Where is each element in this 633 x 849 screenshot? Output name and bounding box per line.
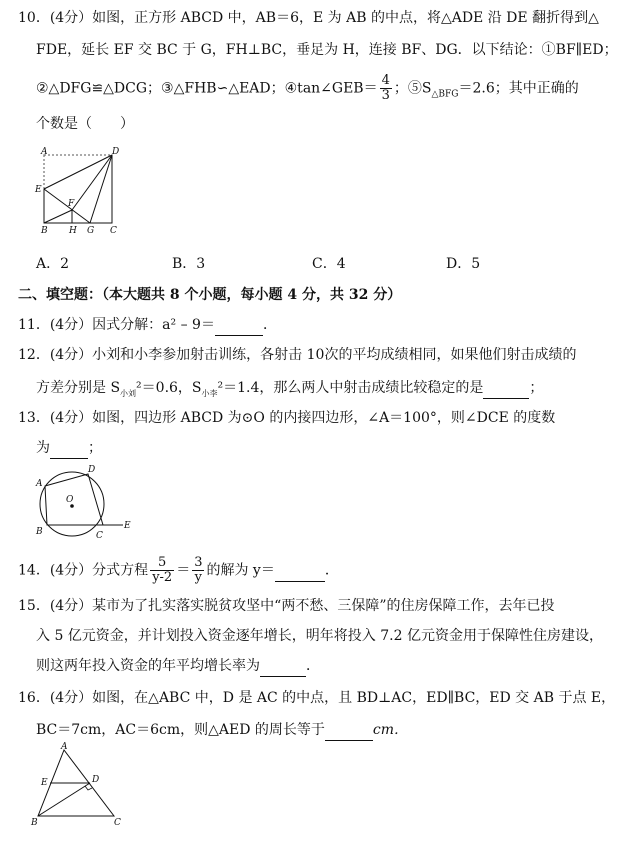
line-ed [44,155,112,189]
label-c: C [96,531,103,541]
q16-triangle-figure [30,742,130,828]
q14-equals: ＝ [176,562,191,579]
q10-option-c: C．4 [312,256,346,272]
q10-frac-num: 4 [381,73,390,88]
line-bf [44,210,72,223]
label-c: C [114,818,121,828]
q11-end: ． [262,317,277,333]
q10-line-3b: ；⑤S [393,80,432,97]
section-2-heading: 二、填空题：（本大题共 8 个小题，每小题 4 分，共 32 分） [18,287,402,303]
q15-line-2: 入 5 亿元资金，并计划投入资金逐年增长，明年将投入 7.2 亿元资金用于保障性住房建设， [36,628,603,644]
q14-frac-1-num: 5 [150,556,174,571]
q13-answer-blank [50,438,88,459]
q12-answer-blank [483,378,529,399]
q10-option-a: A．2 [36,256,70,272]
q14-frac-2-den: y [194,570,203,585]
q15-line-3a: 则这两年投入资金的年平均增长率为 [36,658,260,674]
q11-answer-blank [215,315,263,336]
q10-line-2: FDE，延长 EF 交 BC 于 G，FH⊥BC，垂足为 H，连接 BF、DG．以下结论：①BF∥ED； [36,42,618,58]
q10-line-3-sub: △BFG [431,89,459,100]
label-f: F [68,199,75,209]
label-b: B [36,527,43,537]
label-d: D [92,775,100,785]
label-a: A [41,147,48,157]
label-h: H [69,226,77,236]
q13-line-1: 13．(4分）如图，四边形 ABCD 为⊙O 的内接四边形，∠A＝100°，则∠DCE 的度数 [18,410,556,426]
q12-line-2a: 方差分别是 S [36,380,121,396]
label-b: B [41,226,48,236]
label-d: D [88,465,96,475]
label-d: D [112,147,120,157]
q13-line-2 [36,438,102,459]
q10-line-1: 10．(4分）如图，正方形 ABCD 中，AB＝6，E 为 AB 的中点，将△ADE 沿 DE 翻折得到△ [18,10,599,26]
q13-circle-figure [28,462,138,548]
q10-option-d: D．5 [446,256,481,272]
q10-line-3c: ＝2.6；其中正确的 [458,80,579,97]
q10-square-figure [34,145,124,237]
q13-end: ； [88,440,102,456]
q14-fraction-2 [192,556,204,585]
q12-line-1: 12．(4分）小刘和小李参加射击训练，各射击 10次的平均成绩相同，如果他们射击成绩的 [18,347,577,363]
right-angle-mark [85,786,92,790]
q12-line-2b: ²＝0.6，S [136,380,202,396]
q10-line-3a: ②△DFG≌△DCG；③△FHB∽△EAD；④tan∠GEB＝ [36,80,378,97]
label-g: G [87,226,95,236]
q15-line-3 [36,656,320,677]
label-e: E [124,521,131,531]
q11-line [18,315,277,336]
label-e: E [41,778,48,788]
q12-line-2c: ²＝1.4，那么两人中射击成绩比较稳定的是 [217,380,484,396]
q12-sub-2: 小李 [201,388,218,398]
q10-option-b: B．3 [172,256,206,272]
q14-fraction-1 [150,556,174,585]
q14-frac-1-den: y-2 [152,570,173,585]
line-dg [90,155,112,223]
q15-line-1: 15．(4分）某市为了扎实落实脱贫攻坚中“两不愁、三保障”的住房保障工作，去年已投 [18,598,555,614]
label-c: C [110,226,117,236]
q16-line-2a: BC＝7cm，AC＝6cm，则△AED 的周长等于 [36,722,325,738]
q15-end: ． [306,658,320,674]
q12-end: ； [529,380,544,396]
q11-text: 11．(4分）因式分解：a² – 9＝ [18,317,215,333]
q16-end: cm． [372,722,409,738]
q14-line [18,556,339,585]
square-abcd [44,155,112,223]
q13-line-2a: 为 [36,440,50,456]
label-e: E [35,185,42,195]
q10-frac-den: 3 [381,88,390,103]
q14-frac-2-num: 3 [194,555,203,570]
q10-fraction [380,74,392,103]
q10-line-4: 个数是（ ） [36,116,134,132]
q16-line-2 [36,720,408,741]
label-o: O [66,495,74,505]
label-a: A [61,742,68,752]
q12-line-2 [36,378,543,404]
q14-end: ． [324,562,339,579]
label-a: A [36,479,43,489]
label-b: B [31,818,38,828]
q16-line-1: 16．(4分）如图，在△ABC 中，D 是 AC 的中点，且 BD⊥AC，ED∥BC，ED 交 AB 于点 E， [18,690,616,706]
q15-answer-blank [260,656,306,677]
q14-answer-blank [275,561,325,582]
q16-answer-blank [325,720,373,741]
q14-text-b: 的解为 y＝ [206,562,275,579]
q10-line-3 [36,74,579,104]
q14-text-a: 14．(4分）分式方程 [18,562,149,579]
q12-sub-1: 小刘 [120,388,137,398]
line-df [72,155,112,210]
